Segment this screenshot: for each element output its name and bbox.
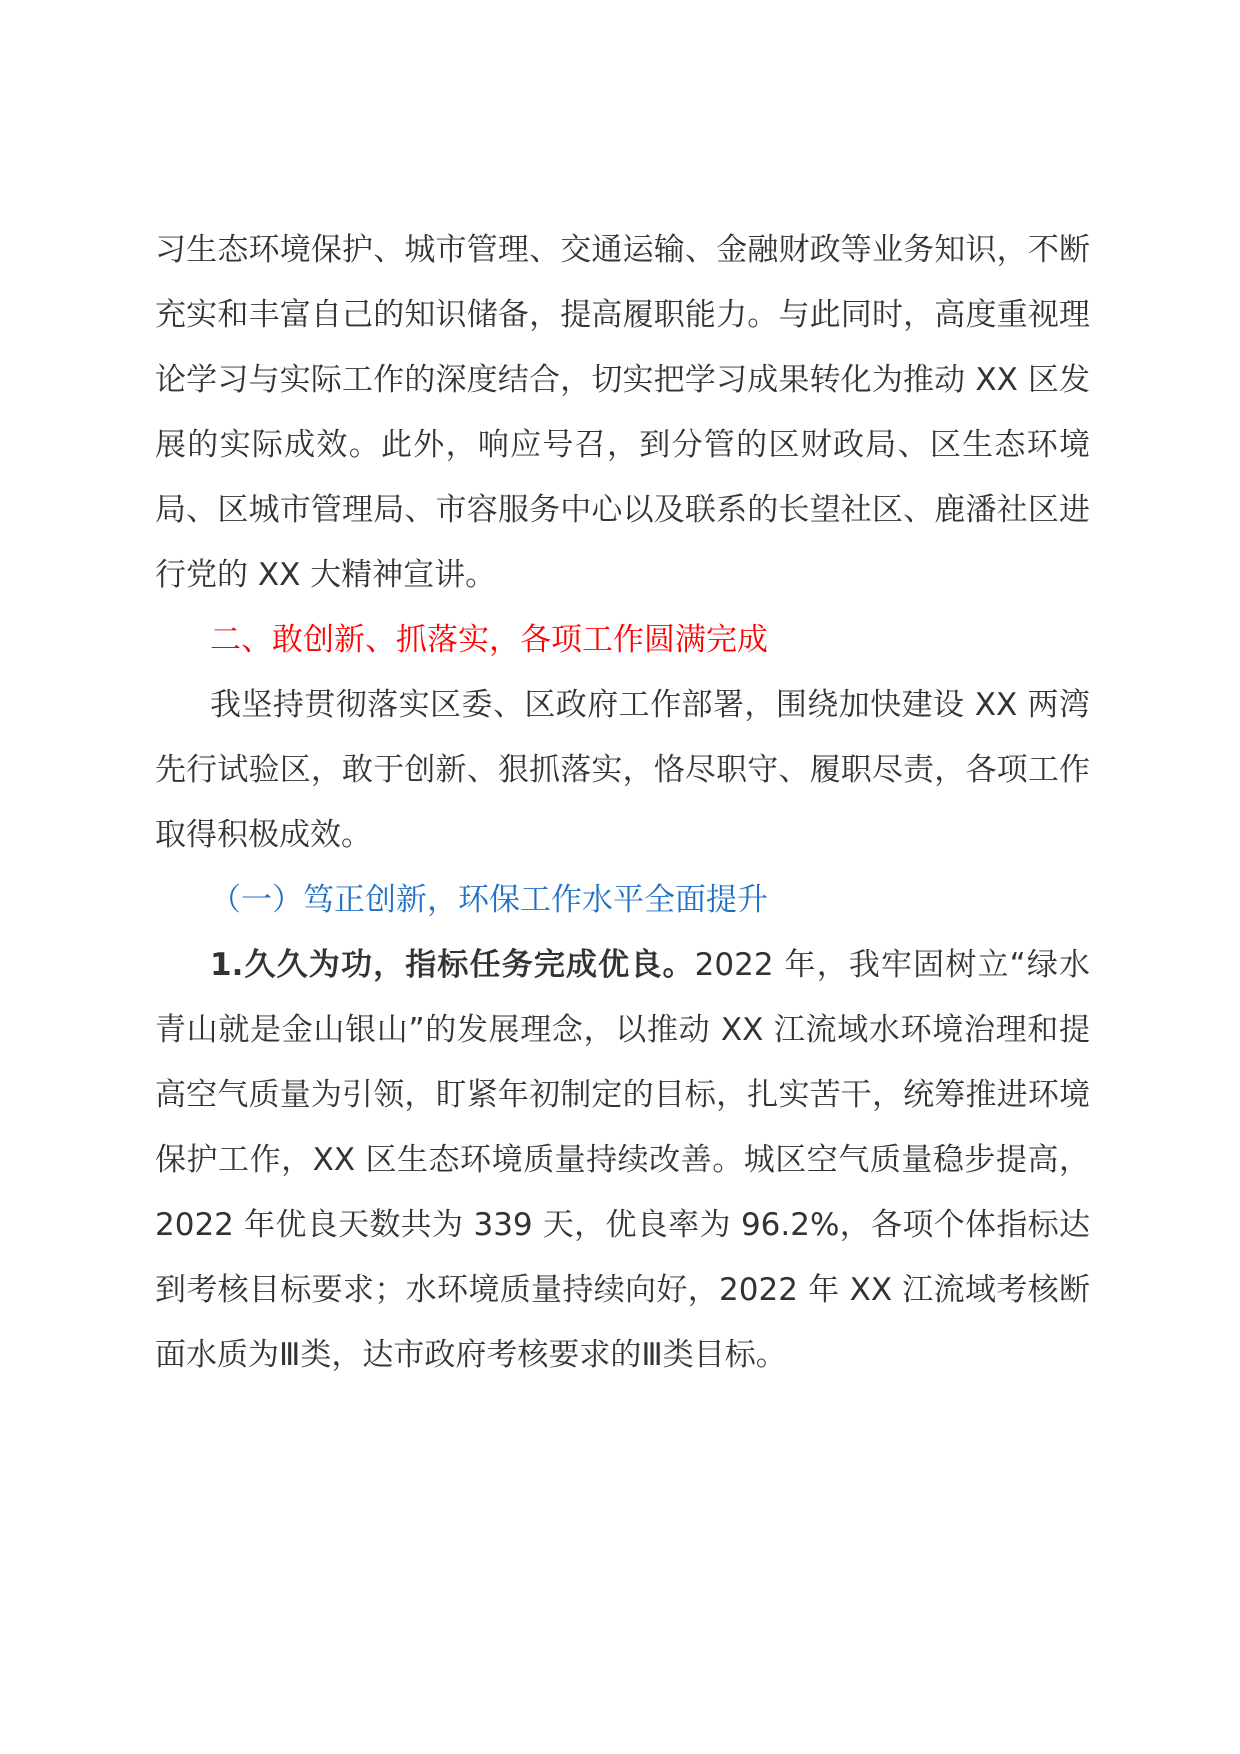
item-one-lead: 1.久久为功，指标任务完成优良。 (210, 947, 695, 983)
subsection-heading-one: （一）笃正创新，环保工作水平全面提升 (210, 882, 768, 918)
paragraph-item-one (155, 933, 1090, 1388)
item-one-text: 2022 年，我牢固树立“绿水青山就是金山银山”的发展理念，以推动 XX 江流域水环境治理和提高空气质量为引领，盯紧年初制定的目标，扎实苦干，统筹推进环境保护工作，XX 区生态环境质量持续改善。城区空气质量稳步提高，2022 年优良天数共为 339 天，优良率为 96.2%，各项个体指标达到考核目标要求；水环境质量持续向好，2022 年 XX 江流域考核断面水质为Ⅲ类，达市政府考核要求的Ⅲ类目标。 (155, 947, 1090, 1373)
section-heading-two: 二、敢创新、抓落实，各项工作圆满完成 (210, 622, 768, 658)
paragraph-study: 习生态环境保护、城市管理、交通运输、金融财政等业务知识，不断充实和丰富自己的知识储备，提高履职能力。与此同时，高度重视理论学习与实际工作的深度结合，切实把学习成果转化为推动 XX 区发展的实际成效。此外，响应号召，到分管的区财政局、区生态环境局、区城市管理局、市容服务中心以及联系的长望社区、鹿潘社区进行党的 XX 大精神宣讲。 (155, 232, 1090, 593)
document-body (155, 218, 1090, 1388)
paragraph-work-summary: 我坚持贯彻落实区委、区政府工作部署，围绕加快建设 XX 两湾先行试验区，敢于创新、狠抓落实，恪尽职守、履职尽责，各项工作取得积极成效。 (155, 687, 1090, 853)
